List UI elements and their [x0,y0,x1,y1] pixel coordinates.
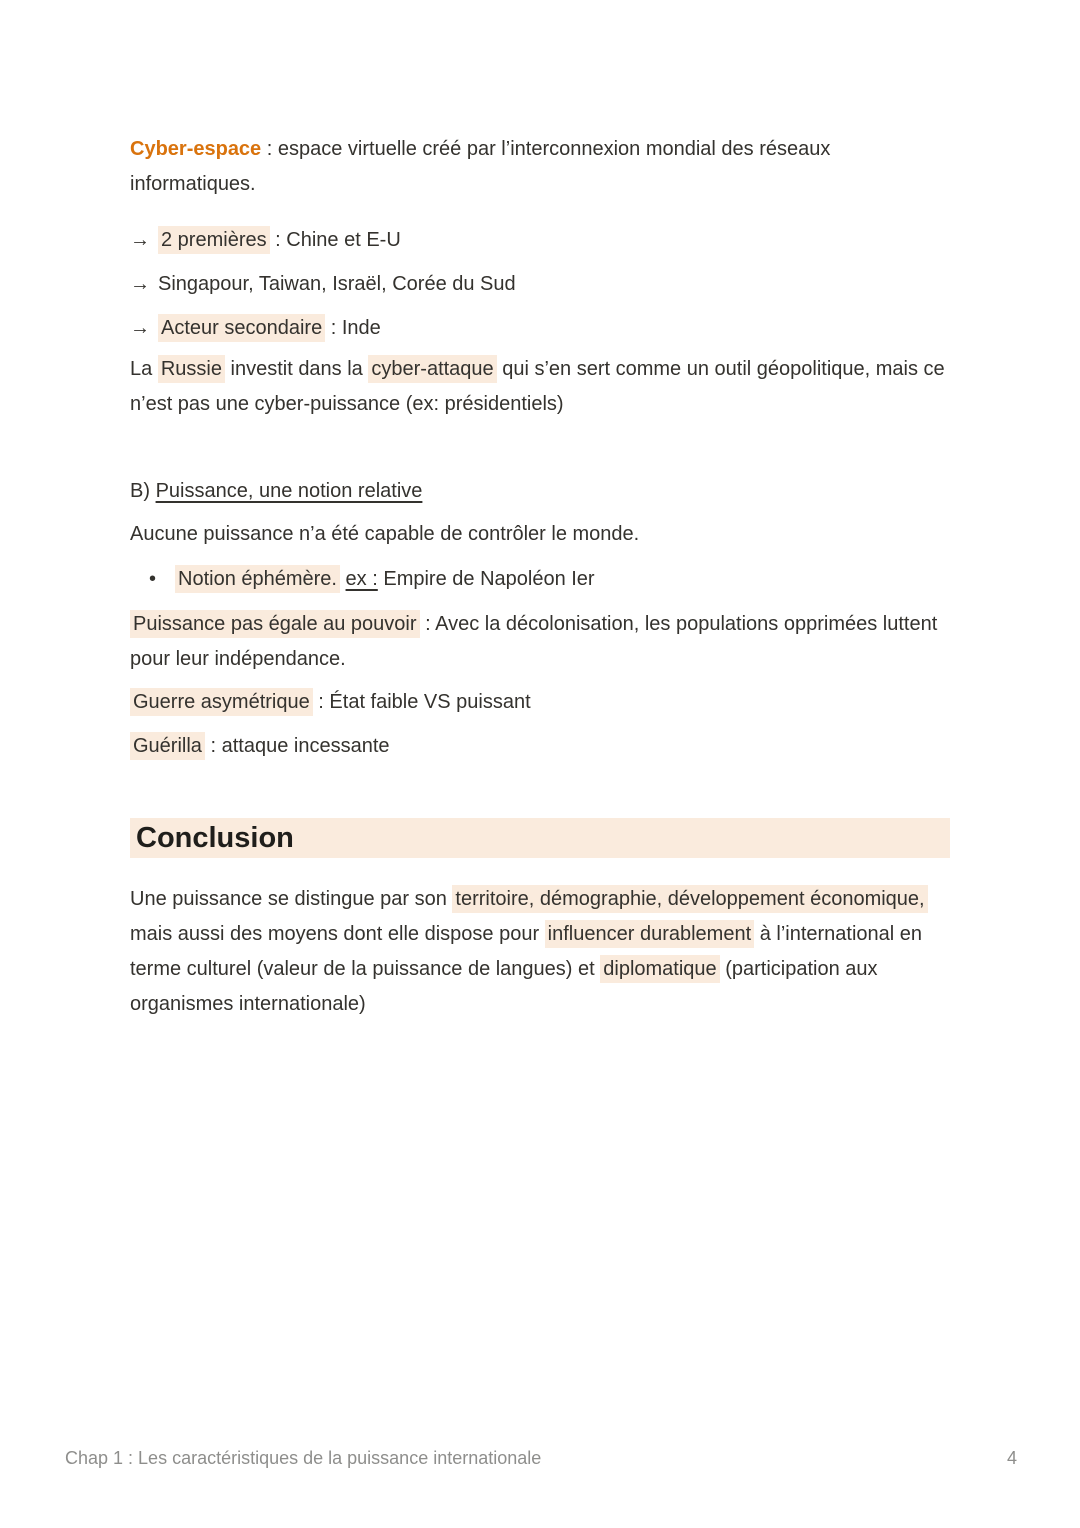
text-run: : Inde [325,317,381,339]
text-run: La [130,358,158,380]
text-run: Une puissance se distingue par son [130,888,453,910]
highlighted-text: cyber-attaque [368,355,496,383]
highlighted-text: Puissance pas égale au pouvoir [130,610,420,638]
text-run: qui s’en sert comme un outil géopolitique, mais ce n’est pas une cyber-puissance (ex: présidentiels) [130,358,945,415]
text-run: Singapour, Taiwan, Israël, Corée du Sud [158,273,516,295]
bullet-icon: • [148,568,156,590]
text-run: : Avec la décolonisation, les populations opprimées luttent pour leur indépendance. [130,613,938,670]
conclusion-heading: Conclusion [130,818,950,858]
section-heading-b [130,474,950,509]
text-run: : espace virtuelle créé par l’interconnexion mondial des réseaux informatiques. [130,138,831,195]
arrow-list-item-pays [130,267,950,302]
bullet-item-text [175,562,595,597]
text-run: : Chine et E-U [269,229,401,251]
arrow-item-text [158,223,401,258]
highlighted-text: Guerre asymétrique [130,688,313,716]
arrow-icon: → [130,273,150,295]
paragraph-russie [130,352,950,422]
paragraph-cyber-espace [130,132,950,202]
text-run: investit dans la [224,358,369,380]
arrow-list-item-premieres [130,223,950,258]
text-run: à l’international en terme culturel (valeur de la puissance de langues) et [130,923,923,980]
highlighted-text: 2 premières [158,226,270,254]
paragraph-aucune-puissance [130,517,950,552]
highlighted-text: Acteur secondaire [158,314,325,342]
bullet-list-item-notion-ephemere [130,562,950,597]
paragraph-guerre-asymetrique [130,685,950,720]
section-title-underlined: Puissance, une notion relative [155,480,423,502]
arrow-item-text [158,267,516,302]
arrow-icon: → [130,229,150,251]
footer-page-number: 4 [1006,1448,1017,1468]
arrow-icon: → [130,317,150,339]
paragraph-conclusion [130,882,950,1022]
highlighted-text: influencer durablement [545,920,754,948]
highlighted-text: Russie [158,355,225,383]
highlighted-text: territoire, démographie, développement économique, [452,885,927,913]
section-prefix: B) [130,480,156,502]
arrow-item-text [158,311,381,346]
highlighted-text: Guérilla [130,732,205,760]
text-run: : attaque incessante [204,735,390,757]
underlined-text: ex : [345,568,378,590]
term-cyber-espace: Cyber-espace [130,138,262,160]
page-footer [65,1446,1017,1470]
highlighted-text: Notion éphémère. [175,565,340,593]
highlighted-text: diplomatique [600,955,719,983]
text-run: Aucune puissance n’a été capable de contrôler le monde. [130,523,640,545]
text-run: : État faible VS puissant [312,691,531,713]
arrow-list-item-acteur-secondaire [130,311,950,346]
paragraph-guerilla [130,729,950,764]
paragraph-puissance-pouvoir [130,607,950,677]
text-run: mais aussi des moyens dont elle dispose pour [130,923,545,945]
text-run: (participation aux organismes internationale) [130,958,878,1015]
footer-chapter-title: Chap 1 : Les caractéristiques de la puissance internationale [65,1448,542,1468]
text-run: Empire de Napoléon Ier [377,568,595,590]
